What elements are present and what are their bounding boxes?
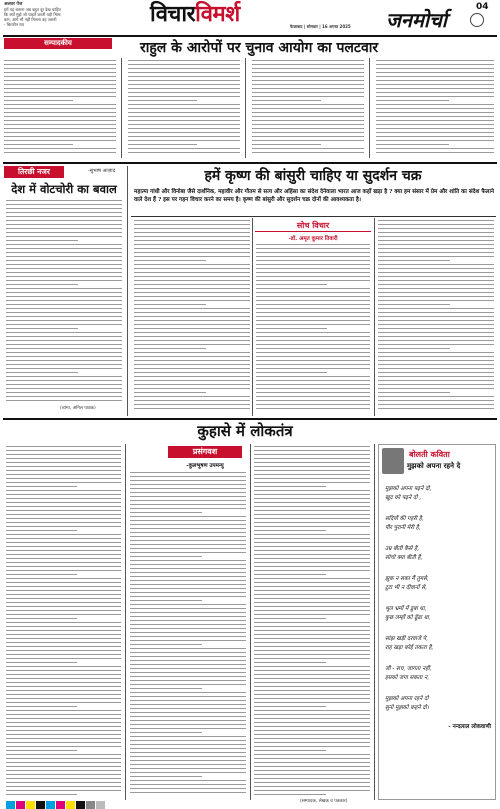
poem-line: मुझको अपना पढ़ने दो, [385, 486, 432, 492]
column-rule [127, 166, 128, 416]
title-part-1: विचार [150, 2, 196, 27]
masthead-left-line: - बिरजीत राय [4, 22, 25, 27]
stanza [385, 635, 491, 653]
brand-name: जनमोर्चा [386, 8, 447, 32]
poem-line: खुद को पढ़ने दो , [385, 495, 422, 501]
essay-col [254, 446, 370, 798]
poetry-box [378, 444, 496, 800]
column-label-text: तिरछी नजर [18, 167, 50, 176]
essay-byline: -कुलभूषण उपमन्यु [186, 463, 224, 469]
column-headline: देश में वोटचोरी का बवाल [11, 182, 117, 196]
feature-kicker [255, 220, 371, 232]
editorial-label [4, 38, 112, 49]
column-rule [252, 218, 253, 416]
column-rule [374, 218, 375, 416]
poem-line: झुक न सका मैं तुमसे, [385, 576, 429, 582]
color-swatch [6, 801, 15, 809]
poem-line: मुझको अपना रहने दो [385, 696, 429, 702]
column-byline: -सुभाष आज़ाद [88, 168, 116, 174]
editorial-col [376, 60, 494, 158]
feature-headline: हमें कृष्ण की बांसुरी चाहिए या सुदर्शन चक्र [204, 168, 422, 184]
essay-kicker [168, 446, 242, 458]
essay-col [6, 446, 121, 798]
poem-line: भूल भ्रमों में डूबा था, [385, 606, 427, 612]
column-label [4, 166, 64, 178]
column-rule [245, 58, 246, 158]
stanza [385, 485, 491, 503]
color-swatch [66, 801, 75, 809]
essay-kicker-text: प्रसंगवश [192, 447, 218, 456]
print-color-bar [6, 801, 306, 809]
stanza [385, 605, 491, 623]
emblem-icon [470, 13, 484, 27]
feature-col [378, 220, 494, 414]
essay-headline: कुहासे में लोकतंत्र [197, 422, 293, 440]
poem-line: पीर पुरानी मेरी है, [385, 525, 421, 531]
color-swatch [26, 801, 35, 809]
stanza [385, 695, 491, 713]
poet-name: - नन्दलाल लोकवाणी [448, 724, 491, 730]
masthead-title [150, 2, 240, 28]
issue-date: फैजाबाद | सोमवार | 16 अगस्त 2025 [290, 24, 351, 29]
feature-intro: महात्मा गांधी और विनोबा जैसे दार्शनिक, महावीर और गौतम से सत्य और अहिंसा का संदेश देनेवाला भारत आज कहाँ खड़ा है ? क्या हम संसार में प्रेम और शांति का संदेश फैलाने वाले देश हैं ? इस पर गहन विचार करने का समय है। कृष्ण की बांसुरी और सुदर्शन चक्र दोनों की आवश्यकता है। [134, 189, 494, 203]
column-rule [125, 444, 126, 800]
feature-kicker-text: सोच विचार [296, 221, 330, 230]
poem-line: उम्र बीती कैसे है, [385, 546, 419, 552]
column-body [6, 200, 122, 406]
poetry-text [385, 485, 491, 732]
section-rule [3, 162, 497, 164]
poem-line: सुनो मुझको कहने दो। [385, 705, 429, 711]
feature-col [256, 244, 370, 414]
editorial-col [4, 60, 116, 158]
poet-photo [382, 448, 404, 474]
column-rule [369, 58, 370, 158]
masthead-left-line: कि क्यों मुझे जो चाहते करती यही मिला [4, 12, 61, 17]
column-rule [374, 444, 375, 800]
essay-col [130, 472, 246, 798]
column-signoff: (व्यंग्य, अनिल पाठक) [60, 406, 96, 411]
editorial-headline: राहुल के आरोपों पर चुनाव आयोग का पलटवार [140, 40, 379, 56]
column-rule [250, 444, 251, 800]
poem-line: जी - सच, जागता नहीं, [385, 666, 432, 672]
poem-line: राह खड़ा कोई तकता है, [385, 645, 434, 651]
poem-line: इसको जगा सकता न, [385, 675, 429, 681]
title-part-2: विमर्श [195, 2, 240, 27]
color-swatch [76, 801, 85, 809]
column-rule [121, 58, 122, 158]
page-number: 04 [476, 2, 489, 12]
stanza [385, 545, 491, 563]
masthead [0, 0, 500, 36]
feature-byline: -डॉ. अमृत कुमार तिवारी [288, 236, 338, 242]
color-swatch [96, 801, 105, 809]
poem-line: टूटा भी न दीवानों से, [385, 585, 427, 591]
footer-note: (सम्पादक, लेखक व पत्रकार) [300, 799, 348, 804]
masthead-left-line: अलवर पेज [4, 2, 23, 7]
poetry-title: मुझको अपना रहने दे [407, 462, 461, 470]
masthead-left-box [4, 2, 108, 34]
poem-line: कुछ लम्हों को ढूँढा था, [385, 615, 431, 621]
feature-rule [131, 216, 496, 217]
color-swatch [46, 801, 55, 809]
stanza [385, 515, 491, 533]
masthead-left-line: हमें यह बताना अब बहुत दूर देख चाहिए [4, 7, 61, 12]
editorial-col [128, 60, 240, 158]
stanza [385, 665, 491, 683]
color-swatch [36, 801, 45, 809]
color-swatch [16, 801, 25, 809]
poetry-label: बोलती कविता [409, 450, 450, 459]
feature-col [134, 220, 250, 414]
editorial-label-text: सम्पादकीय [44, 39, 72, 47]
masthead-left-line: कम, आगे भी नहीं मिलता वह जरूरी [4, 17, 57, 22]
color-swatch [56, 801, 65, 809]
editorial-col [252, 60, 364, 158]
poem-line: सांझ खड़ी दरवाजे पे, [385, 636, 428, 642]
color-swatch [86, 801, 95, 809]
stanza [385, 575, 491, 593]
editorial-body [4, 58, 496, 160]
poem-line: सदियों की गहरी है, [385, 516, 424, 522]
poem-line: सोचो क्या बीती है, [385, 555, 423, 561]
